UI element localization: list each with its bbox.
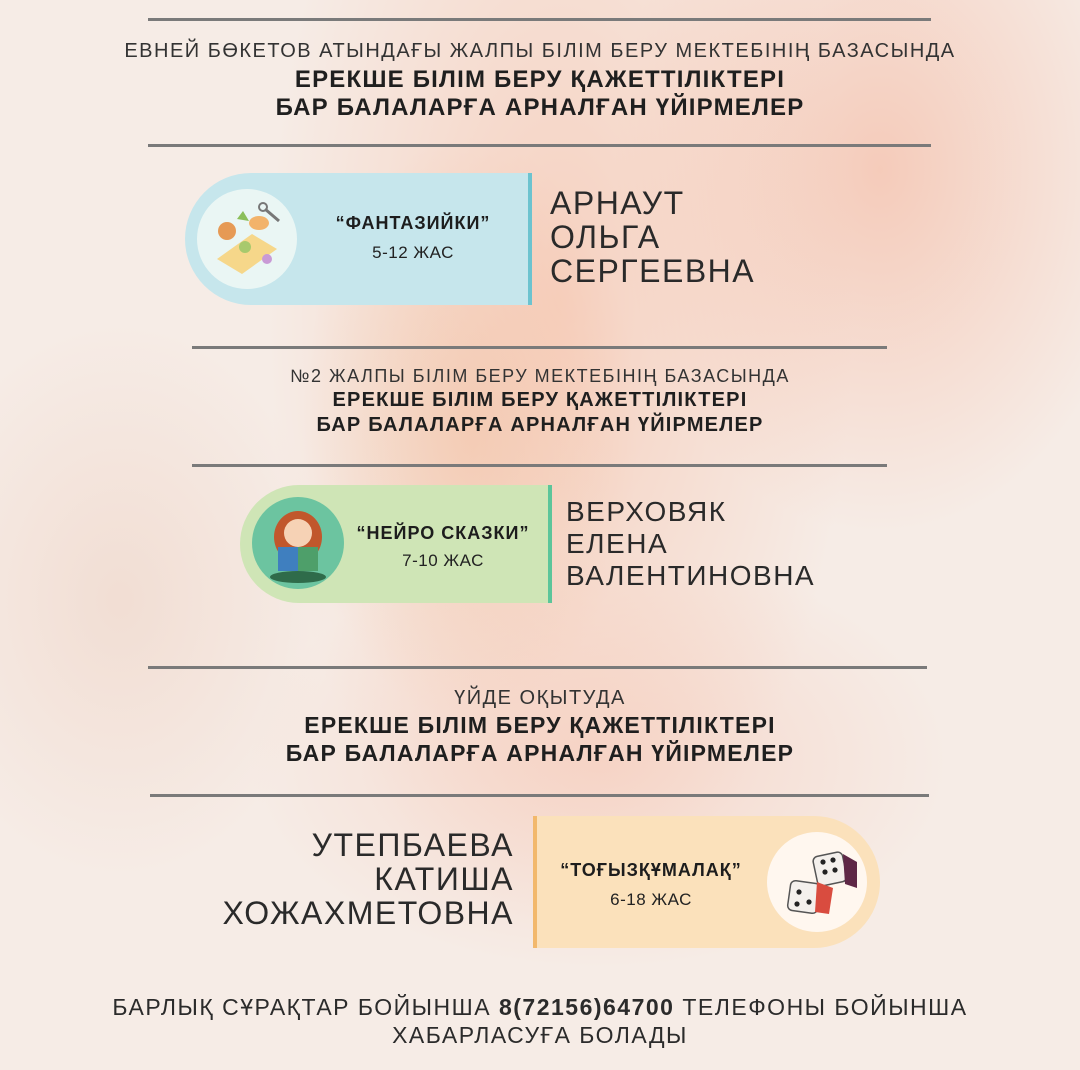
footer-text: БАРЛЫҚ СҰРАҚТАР БОЙЫНША — [112, 994, 499, 1020]
teacher-surname: АРНАУТ — [550, 185, 685, 221]
club-title: “ТОҒЫЗҚҰМАЛАҚ” — [560, 860, 742, 880]
club-card-fantaziyki — [185, 173, 532, 305]
teacher-surname: ВЕРХОВЯК — [566, 496, 727, 527]
girl-reading-icon — [252, 497, 344, 589]
divider — [148, 18, 931, 21]
footer-text: ТЕЛЕФОНЫ БОЙЫНША — [674, 994, 968, 1020]
club-age: 7-10 ЖАС — [402, 551, 484, 570]
teacher-patronymic: ВАЛЕНТИНОВНА — [566, 560, 816, 591]
club-title: “ФАНТАЗИЙКИ” — [335, 213, 491, 233]
club-title: “НЕЙРО СКАЗКИ” — [356, 523, 530, 543]
crafts-icon — [197, 189, 297, 289]
teacher-first-name: КАТИША — [374, 861, 514, 897]
teacher-patronymic: СЕРГЕЕВНА — [550, 253, 756, 289]
divider — [150, 794, 929, 797]
teacher-name — [180, 828, 514, 930]
teacher-patronymic: ХОЖАХМЕТОВНА — [222, 895, 514, 931]
section1-headline-line1: ЕРЕКШЕ БІЛІМ БЕРУ ҚАЖЕТТІЛІКТЕРІ — [294, 66, 786, 93]
club-age: 6-18 ЖАС — [610, 890, 692, 909]
phone-number[interactable]: 8(72156)64700 — [498, 994, 675, 1020]
divider — [148, 144, 931, 147]
footer-contact-line1 — [0, 994, 1080, 1021]
section2-caption: №2 ЖАЛПЫ БІЛІМ БЕРУ МЕКТЕБІНІҢ БАЗАСЫНДА — [290, 366, 790, 386]
section3-headline-line1: ЕРЕКШЕ БІЛІМ БЕРУ ҚАЖЕТТІЛІКТЕРІ — [304, 712, 776, 738]
section1-headline-line2: БАР БАЛАЛАРҒА АРНАЛҒАН ҮЙІРМЕЛЕР — [275, 94, 805, 121]
teacher-surname: УТЕПБАЕВА — [311, 827, 514, 863]
section2-headline-line2: БАР БАЛАЛАРҒА АРНАЛҒАН ҮЙІРМЕЛЕР — [316, 414, 764, 436]
teacher-name — [566, 496, 815, 592]
club-age: 5-12 ЖАС — [372, 243, 454, 262]
dice-icon — [767, 832, 867, 932]
section2-headline-line1: ЕРЕКШЕ БІЛІМ БЕРУ ҚАЖЕТТІЛІКТЕРІ — [332, 389, 748, 411]
section3-headline-line2: БАР БАЛАЛАРҒА АРНАЛҒАН ҮЙІРМЕЛЕР — [285, 740, 795, 766]
divider — [192, 464, 887, 467]
teacher-name — [550, 186, 755, 288]
club-card-togyzkumalak — [533, 816, 880, 948]
club-card-neyro-skazki — [240, 485, 552, 603]
teacher-first-name: ЕЛЕНА — [566, 528, 669, 559]
footer-contact-line2: ХАБАРЛАСУҒА БОЛАДЫ — [392, 1022, 688, 1048]
section1-caption: ЕВНЕЙ БӨКЕТОВ АТЫНДАҒЫ ЖАЛПЫ БІЛІМ БЕРУ МЕКТЕБІНІҢ БАЗАСЫНДА — [124, 40, 956, 62]
section3-caption: ҮЙДЕ ОҚЫТУДА — [454, 687, 626, 709]
divider — [192, 346, 887, 349]
teacher-first-name: ОЛЬГА — [550, 219, 661, 255]
divider — [148, 666, 927, 669]
